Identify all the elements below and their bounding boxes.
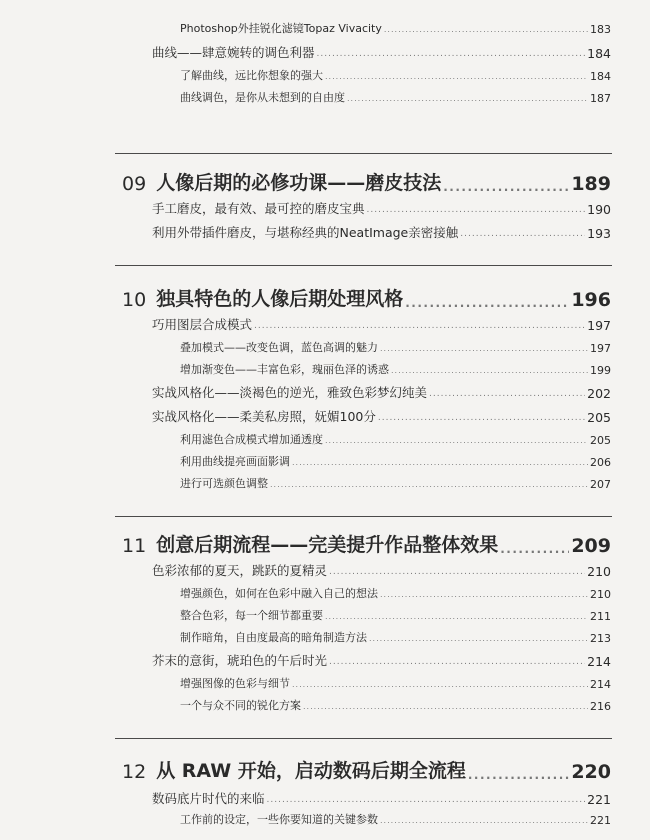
- entry-page: 207: [590, 478, 611, 491]
- entry-title: 制作暗角，自由度最高的暗角制造方法: [180, 631, 367, 644]
- toc-entry: [180, 607, 611, 623]
- chapter-heading: [122, 757, 611, 783]
- entry-title: 整合色彩，每一个细节都重要: [180, 609, 323, 622]
- toc-entry: [152, 789, 611, 807]
- entry-title: 巧用图层合成模式: [152, 317, 253, 332]
- toc-entry: [180, 697, 611, 713]
- entry-title: 增加渐变色——丰富色彩，瑰丽色泽的诱惑: [180, 363, 389, 376]
- entry-page: 214: [587, 654, 611, 669]
- chapter-title: 创意后期流程——完美提升作品整体效果: [156, 534, 499, 556]
- entry-title: 利用外带插件磨皮，与堪称经典的NeatImage亲密接触: [152, 225, 459, 240]
- entry-title: Photoshop外挂锐化滤镜Topaz Vivacity: [180, 22, 382, 35]
- entry-title: 实战风格化——淡褐色的逆光，雅致色彩梦幻纯美: [152, 385, 428, 400]
- entry-page: 213: [590, 632, 611, 645]
- toc-entry: [180, 339, 611, 355]
- toc-entry: [180, 67, 611, 83]
- entry-title: 利用滤色合成模式增加通透度: [180, 433, 323, 446]
- toc-entry: [152, 651, 611, 669]
- entry-page: 184: [590, 70, 611, 83]
- toc-entry: [180, 811, 611, 827]
- chapter-page: 220: [571, 761, 611, 783]
- chapter-title: 人像后期的必修功课——磨皮技法: [156, 172, 442, 194]
- chapter-divider: [115, 265, 612, 266]
- toc-entry: [152, 407, 611, 425]
- chapter-heading: [122, 169, 611, 195]
- chapter-heading: [122, 531, 611, 557]
- toc-entry: [152, 199, 611, 217]
- entry-title: 曲线——肆意婉转的调色利器: [152, 45, 315, 60]
- toc-entry: [180, 431, 611, 447]
- chapter-number: 11: [122, 535, 147, 557]
- entry-page: 206: [590, 456, 611, 469]
- toc-entry: [152, 561, 611, 579]
- chapter-title: 从 RAW 开始，启动数码后期全流程: [156, 760, 466, 782]
- toc-entry: [180, 675, 611, 691]
- entry-title: 一个与众不同的锐化方案: [180, 699, 301, 712]
- toc-entry: [180, 475, 611, 491]
- entry-title: 增强图像的色彩与细节: [180, 677, 290, 690]
- entry-page: 187: [590, 92, 611, 105]
- toc-entry: [152, 383, 611, 401]
- chapter-number: 10: [122, 289, 147, 311]
- chapter-heading: [122, 285, 611, 311]
- toc-entry: [180, 629, 611, 645]
- entry-title: 数码底片时代的来临: [152, 791, 265, 806]
- entry-title: 利用曲线提亮画面影调: [180, 455, 290, 468]
- entry-page: 202: [587, 386, 611, 401]
- toc-entry: [152, 43, 611, 61]
- chapter-page: 209: [571, 535, 611, 557]
- entry-page: 190: [587, 202, 611, 217]
- entry-title: 实战风格化——柔美私房照，妩媚100分: [152, 409, 376, 424]
- toc-entry: [152, 223, 611, 241]
- toc-entry: [180, 20, 611, 36]
- entry-page: 216: [590, 700, 611, 713]
- entry-title: 手工磨皮，最有效、最可控的磨皮宝典: [152, 201, 365, 216]
- entry-title: 芥末的意街，琥珀色的午后时光: [152, 653, 328, 668]
- entry-title: 曲线调色，是你从未想到的自由度: [180, 91, 345, 104]
- toc-entry: [152, 315, 611, 333]
- entry-page: 205: [587, 410, 611, 425]
- entry-title: 色彩浓郁的夏天，跳跃的夏精灵: [152, 563, 328, 578]
- chapter-divider: [115, 153, 612, 154]
- chapter-divider: [115, 738, 612, 739]
- chapter-divider: [115, 516, 612, 517]
- entry-page: 210: [590, 588, 611, 601]
- entry-page: 221: [590, 814, 611, 827]
- entry-page: 184: [587, 46, 611, 61]
- entry-page: 197: [587, 318, 611, 333]
- entry-title: 叠加模式——改变色调，蓝色高调的魅力: [180, 341, 378, 354]
- entry-page: 183: [590, 23, 611, 36]
- entry-page: 193: [587, 226, 611, 241]
- toc-entry: [180, 453, 611, 469]
- toc-entry: [180, 585, 611, 601]
- entry-page: 221: [587, 792, 611, 807]
- toc-entry: [180, 89, 611, 105]
- entry-title: 增强颜色，如何在色彩中融入自己的想法: [180, 587, 378, 600]
- chapter-number: 09: [122, 173, 147, 195]
- entry-title: 工作前的设定，一些你要知道的关键参数: [180, 813, 378, 826]
- entry-page: 205: [590, 434, 611, 447]
- entry-title: 了解曲线，远比你想象的强大: [180, 69, 323, 82]
- entry-page: 211: [590, 610, 611, 623]
- chapter-number: 12: [122, 761, 147, 783]
- entry-page: 214: [590, 678, 611, 691]
- entry-page: 210: [587, 564, 611, 579]
- toc-entry: [180, 361, 611, 377]
- chapter-page: 189: [571, 173, 611, 195]
- chapter-title: 独具特色的人像后期处理风格: [156, 288, 404, 310]
- entry-page: 199: [590, 364, 611, 377]
- chapter-page: 196: [571, 289, 611, 311]
- entry-title: 进行可选颜色调整: [180, 477, 268, 490]
- entry-page: 197: [590, 342, 611, 355]
